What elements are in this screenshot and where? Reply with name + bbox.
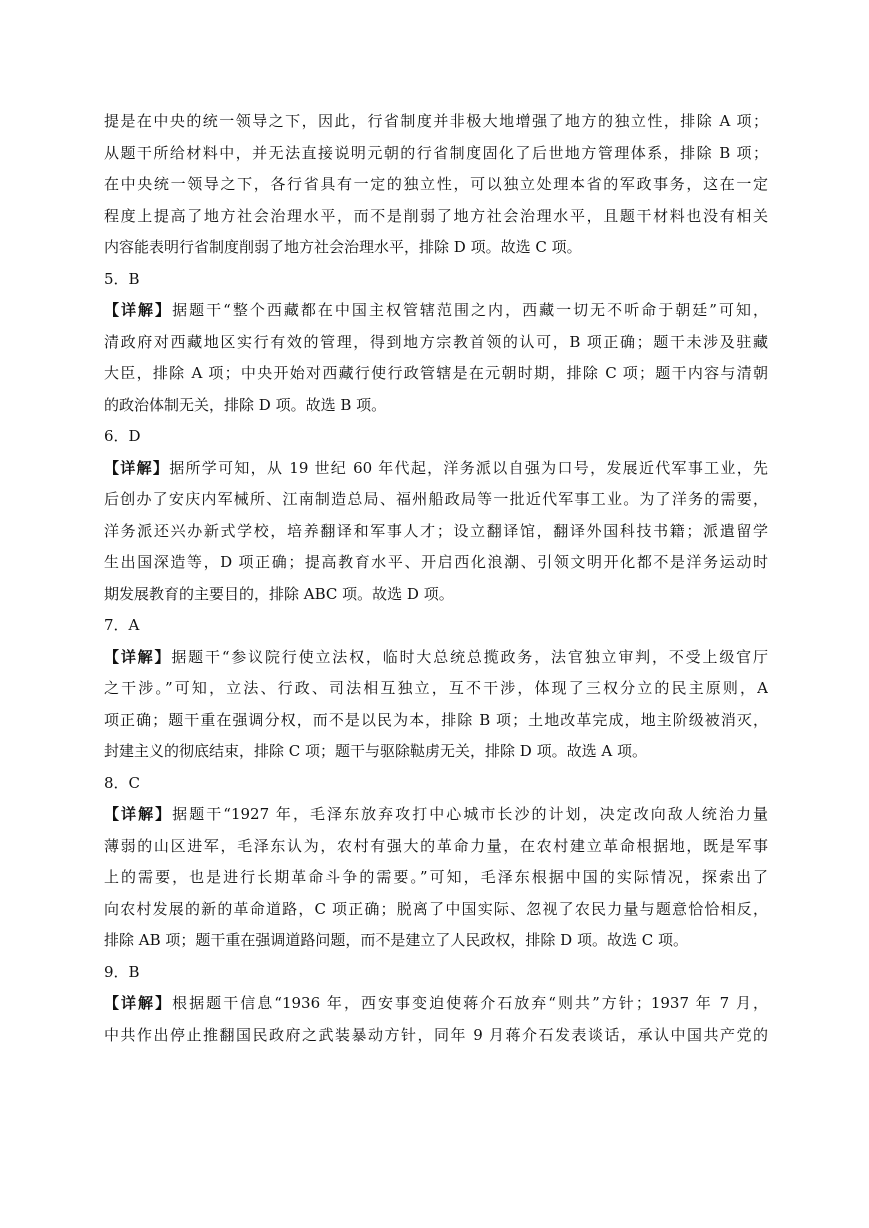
- detail-text: 据题干“参议院行使立法权，临时大总统总揽政务，法官独立审判，不受上级官厅: [171, 647, 768, 666]
- text-line: 洋务派还兴办新式学校，培养翻译和军事人才；设立翻译馆，翻译外国科技书籍；派遣留学: [104, 521, 768, 540]
- text-line: 薄弱的山区进军，毛泽东认为，农村有强大的革命力量，在农村建立革命根据地，既是军事: [104, 836, 768, 855]
- answer-explanations: [104, 106, 768, 1051]
- text-line: [104, 453, 768, 485]
- detail-text: 据题干“1927 年，毛泽东放弃攻打中心城市长沙的计划，决定改向敌人统治力量: [172, 805, 768, 823]
- detail-text: 据所学可知，从 19 世纪 60 年代起，洋务派以自强为口号，发展近代军事工业，先: [169, 458, 768, 477]
- answer-label: 8．C: [104, 773, 141, 792]
- question-6: [104, 421, 768, 610]
- answer-label: 9．B: [104, 962, 140, 981]
- question-8: [104, 768, 768, 957]
- detail-text: 据题干“整个西藏都在中国主权管辖范围之内，西藏一切无不听命于朝廷”可知，: [172, 301, 768, 319]
- text-line: [104, 988, 768, 1020]
- text-line: [104, 295, 768, 327]
- detail-tag: 【详解】: [104, 301, 173, 319]
- text-line: 生出国深造等，D 项正确；提高教育水平、开启西化浪潮、引领文明开化都不是洋务运动时: [104, 553, 768, 571]
- detail-text: 根据题干信息“1936 年，西安事变迫使蒋介石放弃“则共”方针；1937 年 7 月，: [172, 994, 768, 1012]
- text-line: 上的需要，也是进行长期革命斗争的需要。”可知，毛泽东根据中国的实际情况，探索出了: [104, 868, 768, 886]
- detail-tag: 【详解】: [104, 647, 172, 666]
- question-9: [104, 957, 768, 1052]
- answer-label: 7．A: [104, 616, 140, 634]
- text-line: 之干涉。”可知，立法、行政、司法相互独立，互不干涉，体现了三权分立的民主原则，A: [104, 679, 768, 697]
- text-line: 程度上提高了地方社会治理水平，而不是削弱了地方社会治理水平，且题干材料也没有相关: [104, 206, 768, 225]
- answer-label: 5．B: [104, 269, 140, 288]
- text-line: 在中央统一领导之下，各行省具有一定的独立性，可以独立处理本省的军政事务，这在一定: [104, 175, 768, 193]
- intro-paragraph: [104, 106, 768, 264]
- text-line: 大臣，排除 A 项；中央开始对西藏行使行政管辖是在元朝时期，排除 C 项；题干内容与清朝: [104, 364, 768, 382]
- answer-label: 6．D: [104, 427, 141, 445]
- text-line: 清政府对西藏地区实行有效的管理，得到地方宗教首领的认可，B 项正确；题干未涉及驻藏: [104, 332, 768, 351]
- text-line: 排除 AB 项；题干重在强调道路问题，而不是建立了人民政权，排除 D 项。故选 C 项。: [104, 931, 688, 949]
- question-5: [104, 264, 768, 422]
- text-line: 封建主义的彻底结束，排除 C 项；题干与驱除鞑虏无关，排除 D 项。故选 A 项。: [104, 742, 647, 760]
- detail-tag: 【详解】: [104, 805, 173, 823]
- text-line: 的政治体制无关，排除 D 项。故选 B 项。: [104, 395, 387, 414]
- text-line: 从题干所给材料中，并无法直接说明元朝的行省制度固化了后世地方管理体系，排除 B 项；: [104, 143, 768, 162]
- text-line: 提是在中央的统一领导之下，因此，行省制度并非极大地增强了地方的独立性，排除 A 项；: [104, 112, 768, 130]
- text-line: [104, 799, 768, 831]
- text-line: 内容能表明行省制度削弱了地方社会治理水平，排除 D 项。故选 C 项。: [104, 238, 582, 256]
- text-line: 向农村发展的新的革命道路，C 项正确；脱离了中国实际、忽视了农民力量与题意恰恰相反，: [104, 899, 768, 918]
- text-line: [104, 642, 768, 674]
- question-7: [104, 610, 768, 768]
- text-line: 中共作出停止推翻国民政府之武装暴动方针，同年 9 月蒋介石发表谈话，承认中国共产党的: [104, 1025, 768, 1044]
- text-line: 项正确；题干重在强调分权，而不是以民为本，排除 B 项；土地改革完成，地主阶级被消灭，: [104, 710, 768, 729]
- text-line: 期发展教育的主要目的，排除 ABC 项。故选 D 项。: [104, 584, 454, 603]
- text-line: 后创办了安庆内军械所、江南制造总局、福州船政局等一批近代军事工业。为了洋务的需要，: [104, 490, 768, 508]
- detail-tag: 【详解】: [104, 458, 170, 477]
- detail-tag: 【详解】: [104, 994, 173, 1012]
